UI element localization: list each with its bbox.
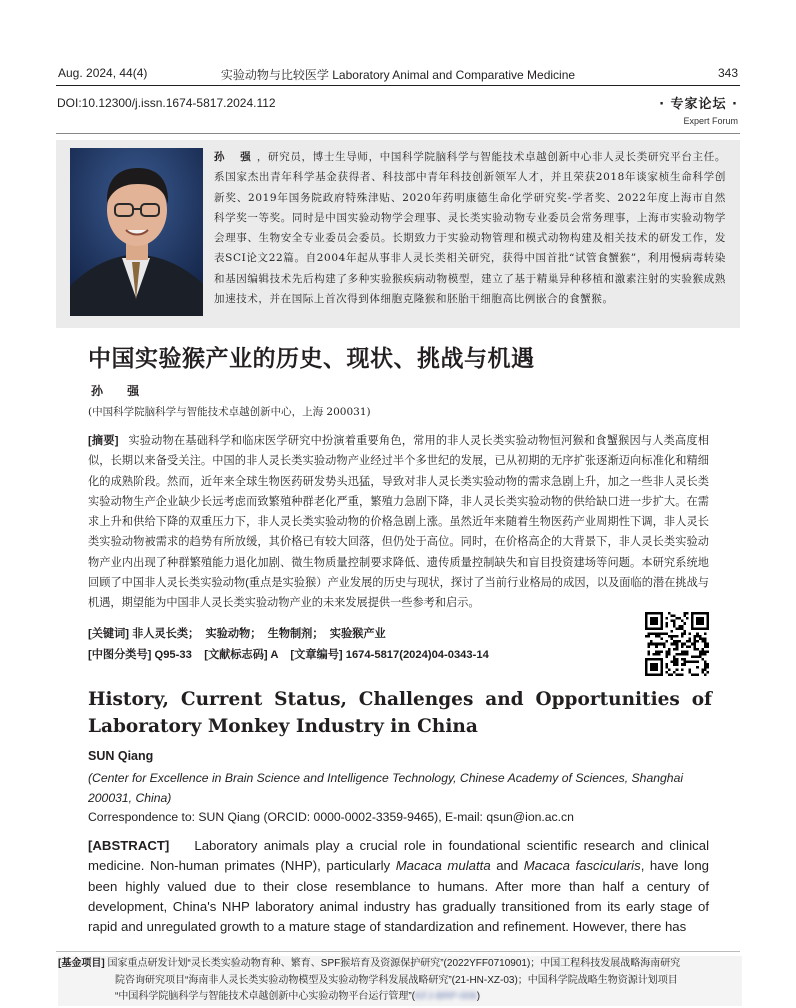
title-english: History, Current Status, Challenges and Opportunities of Laboratory Monkey Industry in China <box>88 689 712 737</box>
affiliation-chinese: (中国科学院脑科学与智能技术卓越创新中心，上海 200031) <box>88 406 371 418</box>
abstract-text-en-1: Laboratory animals play a crucial role in foundational scientific research and clinical medicine. Non-human primates (NHP), particularly <box>88 838 710 874</box>
species-macaca-mulatta: Macaca mulatta <box>395 858 491 874</box>
abstract-text-en-2: and <box>490 858 524 874</box>
abstract-text-en-3: , have long been highly valued due to their close resemblance to humans. After more than half a century of development, China's NHP laboratory animal industry has gradually transitioned from its early stage of rapid and unregulated growth to a mature stage of standardization and refinement. However, there has <box>88 858 709 935</box>
column-english: Expert Forum <box>683 116 738 126</box>
author-photo <box>70 148 203 316</box>
correspondence: Correspondence to: SUN Qiang (ORCID: 0000-0002-3359-9465), E-mail: qsun@ion.ac.cn <box>88 810 574 824</box>
doi-rule <box>56 133 740 134</box>
funding-text-3: “中国科学院脑科学与智能技术卓越创新中心实验动物平台运行管理”( <box>115 991 415 1002</box>
funding-line-1 <box>58 956 742 973</box>
funding-text-1: 国家重点研发计划“灵长类实验动物育种、繁育、SPF猴培育及资源保护研究”(2022YFF0710901)；中国工程科技发展战略海南研究 <box>107 958 681 969</box>
affiliation-english: (Center for Excellence in Brain Science and Intelligence Technology, Chinese Academy of Sciences, Shanghai 200031, China) <box>88 771 684 805</box>
abstract-text-cn: 实验动物在基础科学和临床医学研究中扮演着重要角色，常用的非人灵长类实验动物恒河猴和食蟹猴因与人类高度相似，长期以来备受关注。中国的非人灵长类实验动物产业经过半个多世纪的发展，已从初期的无序扩张逐渐迈向标准化和精细化的成熟阶段。然而，近年来全球生物医药研发势头迅猛，导致对非人灵长类实验动物的需求急剧上升，加之一些非人灵长类实验动物生产企业缺少长远考虑而致繁殖种群老化严重，繁殖力急剧下降，非人灵长类实验动物的供给缺口进一步扩大。在需求上升和供给下降的双重压力下，非人灵长类实验动物的价格急剧上涨。虽然近年来随着生物医药产业周期性下调，非人灵长类实验动物被需求的趋势有所放缓，其价格已有较大回落，但仍处于高位。同时，在价格高企的大背景下，非人灵长类实验动物产业内出现了种群繁殖能力退化加剧、微生物质量控制要求降低、遗传质量控制缺失和盲目投资建场等问题。本研究系统地回顾了中国非人灵长类实验动物(重点是实验猴）产业发展的历史与现状，探讨了当前行业格局的成因，以及面临的潜在挑战与机遇，期望能为中国非人灵长类实验动物产业的未来发展提供一些参考和启示。 <box>88 435 709 610</box>
title-chinese: 中国实验猴产业的历史、现状、挑战与机遇 <box>88 345 535 372</box>
abstract-english <box>88 836 709 937</box>
funding-footnote <box>58 956 742 1006</box>
funding-obscured-code: KFJ-BRP-008 <box>415 991 477 1002</box>
funding-line-2: 院咨询研究项目“海南非人灵长类实验动物模型及实验动物学科发展战略研究”(21-HN-XZ-03)；中国科学院战略生物资源计划项目 <box>115 974 678 986</box>
classification-chinese: [中图分类号] Q95-33 [文献标志码] A [文章编号] 1674-5817(2024)04-0343-14 <box>88 649 489 661</box>
author-chinese: 孙 强 <box>91 384 150 398</box>
author-english: SUN Qiang <box>88 749 154 763</box>
funding-line-3 <box>58 989 742 1006</box>
funding-label: [基金项目] <box>58 958 105 969</box>
issue-info: Aug. 2024, 44(4) <box>58 66 148 80</box>
page-number: 343 <box>717 66 738 80</box>
header-rule <box>56 85 740 86</box>
abstract-label-en: [ABSTRACT] <box>88 838 170 853</box>
footnote-rule <box>56 951 740 952</box>
funding-text-3-end: ) <box>476 991 481 1002</box>
qr-code-icon <box>645 612 709 676</box>
qr-code[interactable] <box>645 612 709 676</box>
keywords-chinese: [关键词] 非人灵长类； 实验动物； 生物制剂； 实验猴产业 <box>88 628 386 640</box>
abstract-label-cn: [摘要] <box>88 435 119 447</box>
author-bio <box>214 147 726 309</box>
abstract-chinese <box>88 431 709 614</box>
doi[interactable]: DOI:10.12300/j.issn.1674-5817.2024.112 <box>57 96 276 110</box>
bio-name: 孙 强 <box>214 151 257 163</box>
column-badge: · 专家论坛 · <box>659 97 738 112</box>
species-macaca-fascicularis: Macaca fascicularis <box>523 858 641 874</box>
journal-name: 实验动物与比较医学 Laboratory Animal and Comparative Medicine <box>220 68 576 82</box>
author-portrait-icon <box>70 148 203 316</box>
bio-text: ，研究员，博士生导师，中国科学院脑科学与智能技术卓越创新中心非人灵长类研究平台主任。系国家杰出青年科学基金获得者、科技部中青年科技创新领军人才，并且荣获2018年谈家桢生命科学创新奖、2019年国务院政府特殊津贴、2020年药明康德生命化学研究奖-学者奖、2022年度上海市自然科学奖一等奖。同时是中国实验动物学会理事、灵长类实验动物专业委员会常务理事，上海市实验动物学会理事、生物安全专业委员会委员。长期致力于实验动物管理和模式动物构建及相关技术的研发工作，发表SCI论文22篇。自2004年起从事非人灵长类相关研究，获得中国首批“试管食蟹猴”，利用慢病毒转染和基因编辑技术先后构建了多种实验猴疾病动物模型，建立了基于精巢异种移植和激素注射的实验猴成熟加速技术，并在国际上首次得到体细胞克隆猴和胚胎干细胞高比例嵌合的食蟹猴。 <box>214 151 726 306</box>
